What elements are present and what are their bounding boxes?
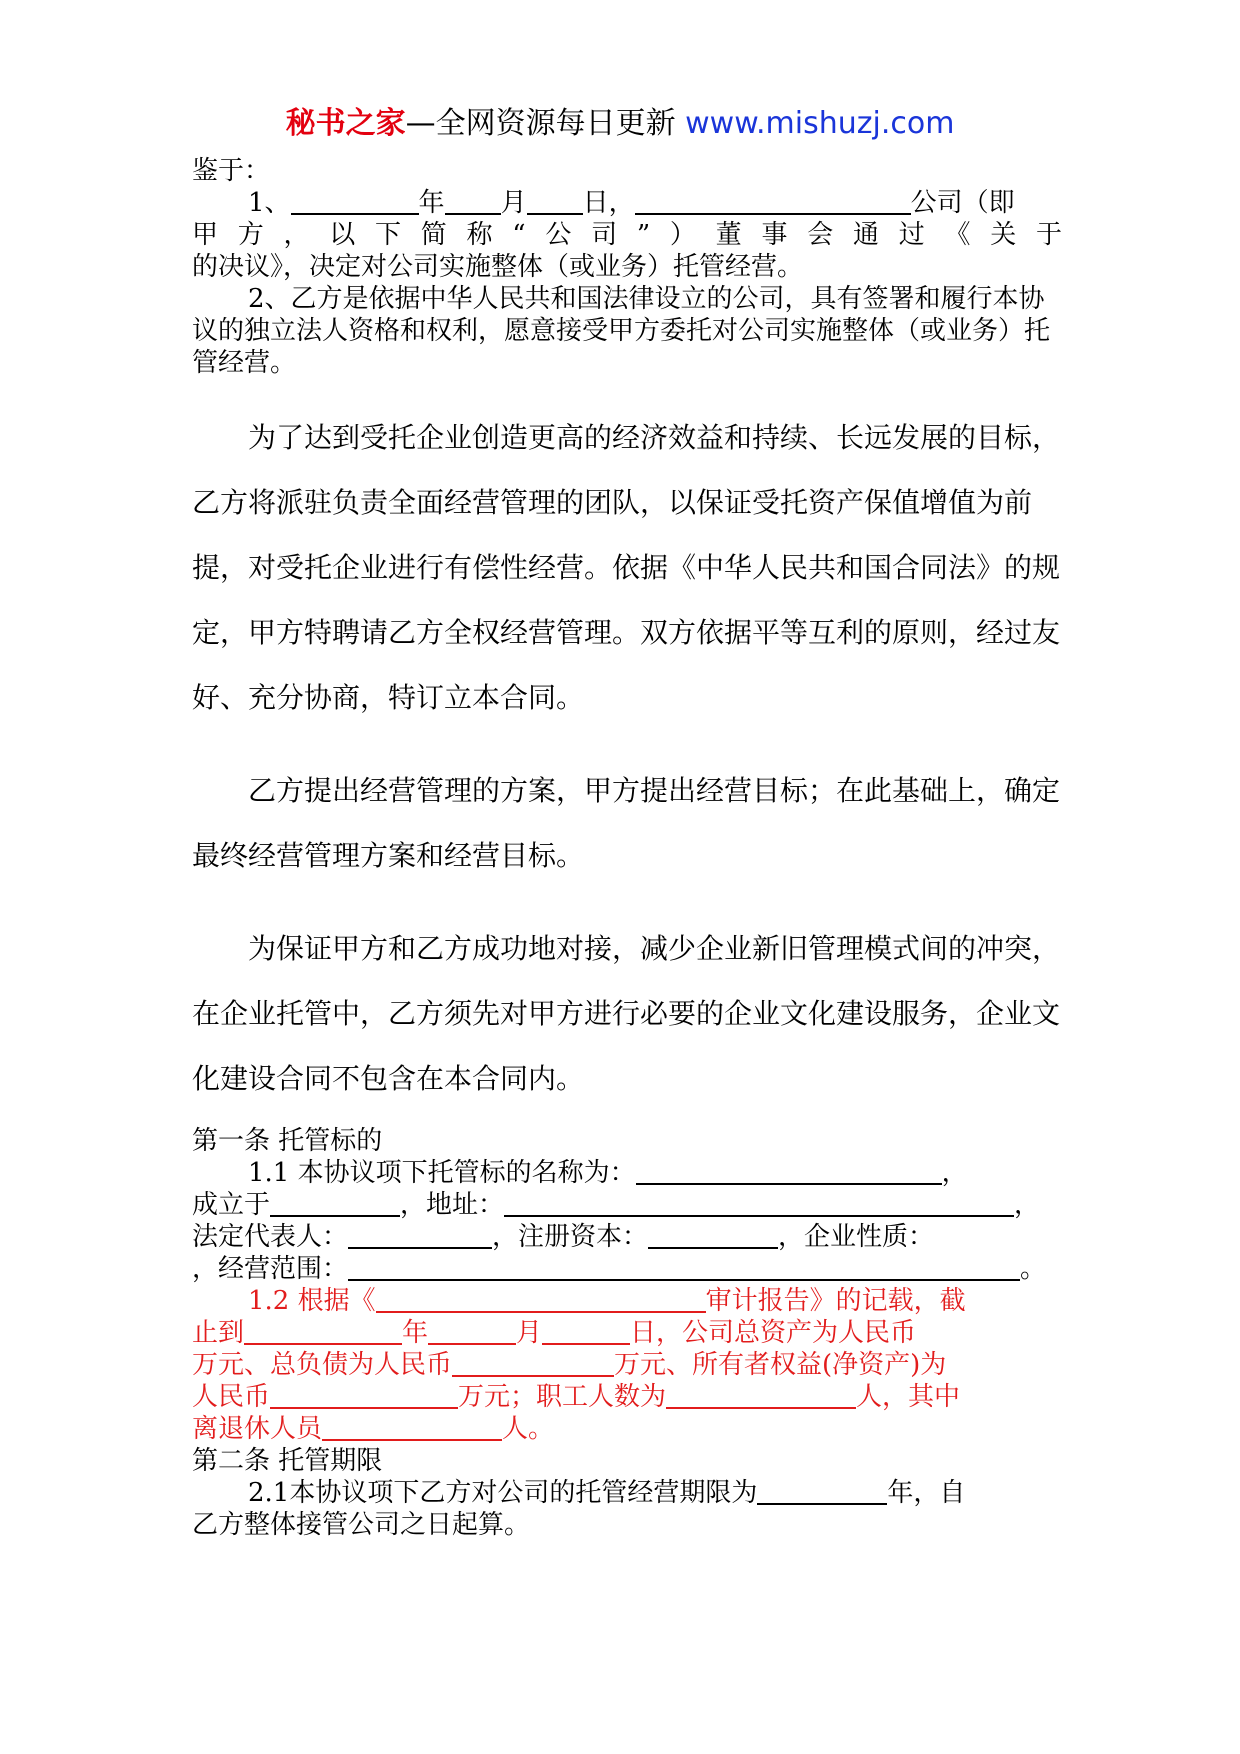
intro-item-1: 1、 年 月 日， 公司（即 (248, 188, 1015, 218)
article-1 (192, 1125, 1062, 1445)
preamble-paragraph-2: 乙方提出经营管理的方案，甲方提出经营目标；在此基础上，确定最终经营管理方案和经营目标。 (192, 774, 1061, 872)
clause-2-1: 2.1本协议项下乙方对公司的托管经营期限为 年，自 (248, 1478, 966, 1508)
intro-item-1-line3: 的决议》，决定对公司实施整体（或业务）托管经营。 (192, 252, 804, 282)
blank-company (635, 189, 911, 215)
blank-audit-report (376, 1287, 706, 1313)
blank-established (270, 1191, 400, 1217)
blank-audit-month (428, 1319, 516, 1345)
intro-item-1-line2: 甲方，以下简称“公司”）董事会通过《关于 (192, 220, 1062, 250)
header-dash: — (405, 106, 436, 141)
article-2-title: 第二条 托管期限 (192, 1446, 383, 1476)
clause-1-1-line2: 成立于 ，地址： ， (192, 1190, 1041, 1220)
blank-audit-year (244, 1319, 402, 1345)
clause-1-2: 1.2 根据《 审计报告》的记载，截 止到 年 月 日，公司总资产为人民币 万元、总负债为人民币 万元、所有者权益(净资产)为 人民币 万元；职工人数为 人，其中 离退休人员 人。 (192, 1286, 966, 1444)
blank-audit-day (542, 1319, 630, 1345)
clause-1-1-line4: ，经营范围： 。 (192, 1254, 1047, 1284)
preamble-paragraph-1: 为了达到受托企业创造更高的经济效益和持续、长远发展的目标，乙方将派驻负责全面经营管理的团队，以保证受托资产保值增值为前提，对受托企业进行有偿性经营。依据《中华人民共和国合同法》的规定，甲方特聘请乙方全权经营管理。双方依据平等互利的原则，经过友好、充分协商，特订立本合同。 (192, 421, 1061, 714)
article-1-title: 第一条 托管标的 (192, 1126, 383, 1156)
contract-body (192, 155, 1062, 1541)
header-tagline: 全网资源每日更新 (435, 106, 676, 141)
blank-reg-capital (648, 1223, 778, 1249)
blank-total-liabilities (452, 1351, 614, 1377)
clause-2-1-line2: 乙方整体接管公司之日起算。 (192, 1510, 531, 1540)
site-header (0, 98, 1240, 150)
site-url[interactable]: www.mishuzj.com (685, 106, 955, 141)
blank-subject-name (636, 1159, 942, 1185)
blank-retired-count (322, 1415, 502, 1441)
intro-item-2: 2、乙方是依据中华人民共和国法律设立的公司，具有签署和履行本协议的独立法人资格和权利，愿意接受甲方委托对公司实施整体（或业务）托管经营。 (192, 284, 1051, 378)
brand-name: 秘书之家 (285, 106, 406, 141)
blank-month (445, 189, 501, 215)
preamble-paragraph-3: 为保证甲方和乙方成功地对接，减少企业新旧管理模式间的冲突，在企业托管中，乙方须先对甲方进行必要的企业文化建设服务，企业文化建设合同不包含在本合同内。 (192, 932, 1061, 1095)
blank-term-years (757, 1479, 887, 1505)
article-2 (192, 1445, 1062, 1541)
clause-1-1-line3: 法定代表人： ，注册资本： ，企业性质： (192, 1222, 935, 1252)
blank-owner-equity (270, 1383, 458, 1409)
blank-year (291, 189, 419, 215)
blank-address (504, 1191, 1014, 1217)
blank-day (527, 189, 583, 215)
blank-legal-rep (348, 1223, 492, 1249)
whereas-label: 鉴于： (192, 156, 271, 186)
clause-1-1: 1.1 本协议项下托管标的名称为： ， (248, 1158, 968, 1188)
blank-business-scope (348, 1255, 1020, 1281)
intro-section (192, 155, 1062, 379)
preamble (192, 405, 1062, 1111)
blank-employee-count (666, 1383, 856, 1409)
